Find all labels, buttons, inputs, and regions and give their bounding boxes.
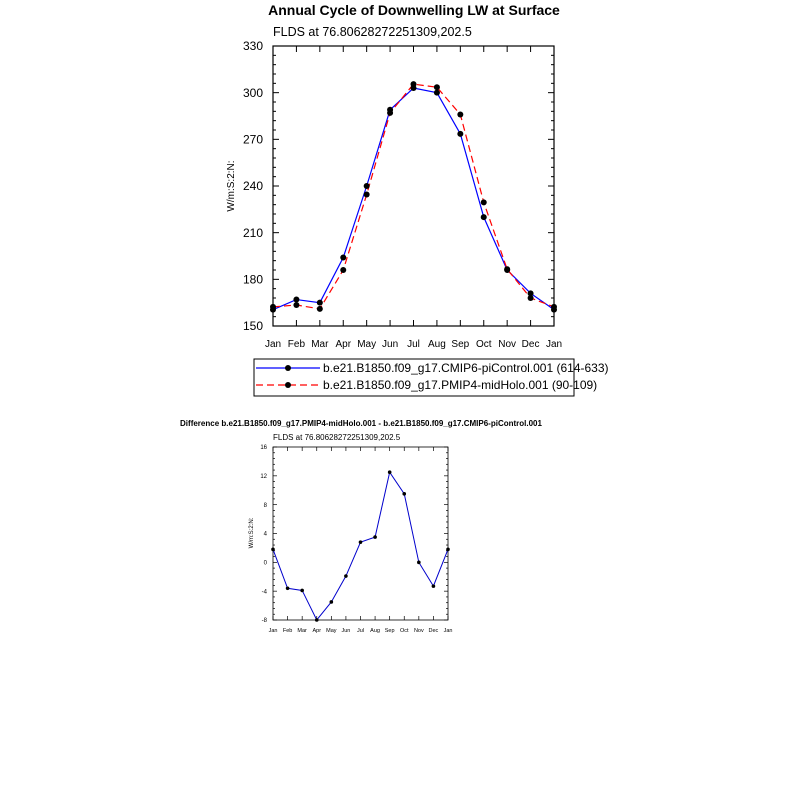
x-tick-label: Mar <box>297 628 307 634</box>
y-tick-label: -4 <box>261 589 267 596</box>
series-2-point <box>317 306 323 312</box>
x-tick-label: Apr <box>312 628 322 634</box>
x-tick-label: Aug <box>428 339 446 350</box>
y-tick-label: 8 <box>263 502 267 509</box>
series-1-point <box>373 535 377 539</box>
y-tick-label: 16 <box>260 445 267 452</box>
series-1-point <box>317 300 323 306</box>
y-tick-label: -8 <box>261 618 267 625</box>
x-tick-label: Apr <box>335 339 352 350</box>
series-1-point <box>457 131 463 137</box>
x-tick-label: Feb <box>287 339 306 350</box>
series-2-point <box>340 267 346 273</box>
series-2-point <box>270 304 276 310</box>
x-tick-label: Jun <box>341 628 351 634</box>
series-2-point <box>481 199 487 205</box>
x-tick-label: Jul <box>407 339 420 350</box>
series-1-line <box>273 88 554 310</box>
x-tick-label: May <box>326 628 337 634</box>
y-tick-label: 300 <box>242 85 263 100</box>
x-tick-label: Mar <box>311 339 329 350</box>
series-2-point <box>457 111 463 117</box>
chart-title: Annual Cycle of Downwelling LW at Surface <box>268 2 560 18</box>
series-1-point <box>293 297 299 303</box>
plot-frame <box>273 447 448 620</box>
legend <box>254 359 609 396</box>
series-2-point <box>434 84 440 90</box>
series-2-point <box>551 304 557 310</box>
series-1-point <box>432 584 436 588</box>
series-1-point <box>364 183 370 189</box>
x-tick-label: Nov <box>413 628 424 634</box>
series-1-point <box>388 470 392 474</box>
difference-y-axis-label: W/m:S:2:N: <box>249 517 255 549</box>
x-tick-label: Sep <box>384 628 395 634</box>
series-2-point <box>411 81 417 87</box>
x-tick-label: Oct <box>475 339 492 350</box>
y-tick-label: 270 <box>242 132 263 147</box>
y-tick-label: 150 <box>242 319 263 334</box>
x-tick-label: Oct <box>399 628 409 634</box>
series-2-point <box>387 110 393 116</box>
chart-subtitle: FLDS at 76.80628272251309,202.5 <box>273 25 472 39</box>
series-1-point <box>315 618 319 622</box>
series-1-point <box>481 214 487 220</box>
series-2-point <box>364 192 370 198</box>
y-tick-label: 330 <box>242 39 263 54</box>
series-1-point <box>300 589 304 593</box>
series-1-point <box>417 561 421 565</box>
x-tick-label: Aug <box>370 628 380 634</box>
y-tick-label: 180 <box>242 272 263 287</box>
series-1-point <box>330 600 334 604</box>
x-tick-label: Nov <box>498 339 517 350</box>
difference-chart-subtitle: FLDS at 76.80628272251309,202.5 <box>273 433 401 442</box>
series-1-point <box>434 90 440 96</box>
y-axis-label: W/m:S:2:N: <box>226 160 237 212</box>
series-1-point <box>340 255 346 261</box>
x-tick-label: Jul <box>356 628 365 634</box>
y-tick-label: 240 <box>242 179 263 194</box>
difference-chart <box>260 445 452 634</box>
series-2-point <box>528 295 534 301</box>
series-1-point <box>446 548 450 552</box>
x-tick-label: Dec <box>521 339 540 350</box>
x-tick-label: May <box>357 339 377 350</box>
x-tick-label: Dec <box>428 628 439 634</box>
x-tick-label: Jan <box>268 628 278 634</box>
x-tick-label: Jan <box>443 628 453 634</box>
series-2-point <box>504 266 510 272</box>
y-tick-label: 0 <box>263 560 267 567</box>
x-tick-label: Feb <box>282 628 293 634</box>
top-chart <box>243 39 562 350</box>
x-tick-label: Jun <box>382 339 399 350</box>
legend-label-series-1: b.e21.B1850.f09_g17.CMIP6-piControl.001 (614-633) <box>323 361 609 375</box>
series-1-point <box>344 574 348 578</box>
series-1-line <box>273 472 448 620</box>
x-tick-label: Jan <box>545 339 563 350</box>
series-1-point <box>402 492 406 496</box>
series-2-point <box>293 302 299 308</box>
y-tick-label: 12 <box>260 473 267 480</box>
legend-label-series-2: b.e21.B1850.f09_g17.PMIP4-midHolo.001 (90-109) <box>323 378 598 392</box>
series-1-point <box>271 548 275 552</box>
series-1-point <box>359 540 363 544</box>
y-tick-label: 4 <box>263 531 267 538</box>
series-1-point <box>286 586 290 590</box>
difference-chart-title: Difference b.e21.B1850.f09_g17.PMIP4-midHolo.001 - b.e21.B1850.f09_g17.CMIP6-piControl.001 <box>180 419 542 428</box>
x-tick-label: Sep <box>451 339 470 350</box>
y-tick-label: 210 <box>242 225 263 240</box>
x-tick-label: Jan <box>264 339 282 350</box>
legend-marker-series-2 <box>285 382 291 388</box>
series-2-line <box>273 84 554 309</box>
legend-marker-series-1 <box>285 365 291 371</box>
